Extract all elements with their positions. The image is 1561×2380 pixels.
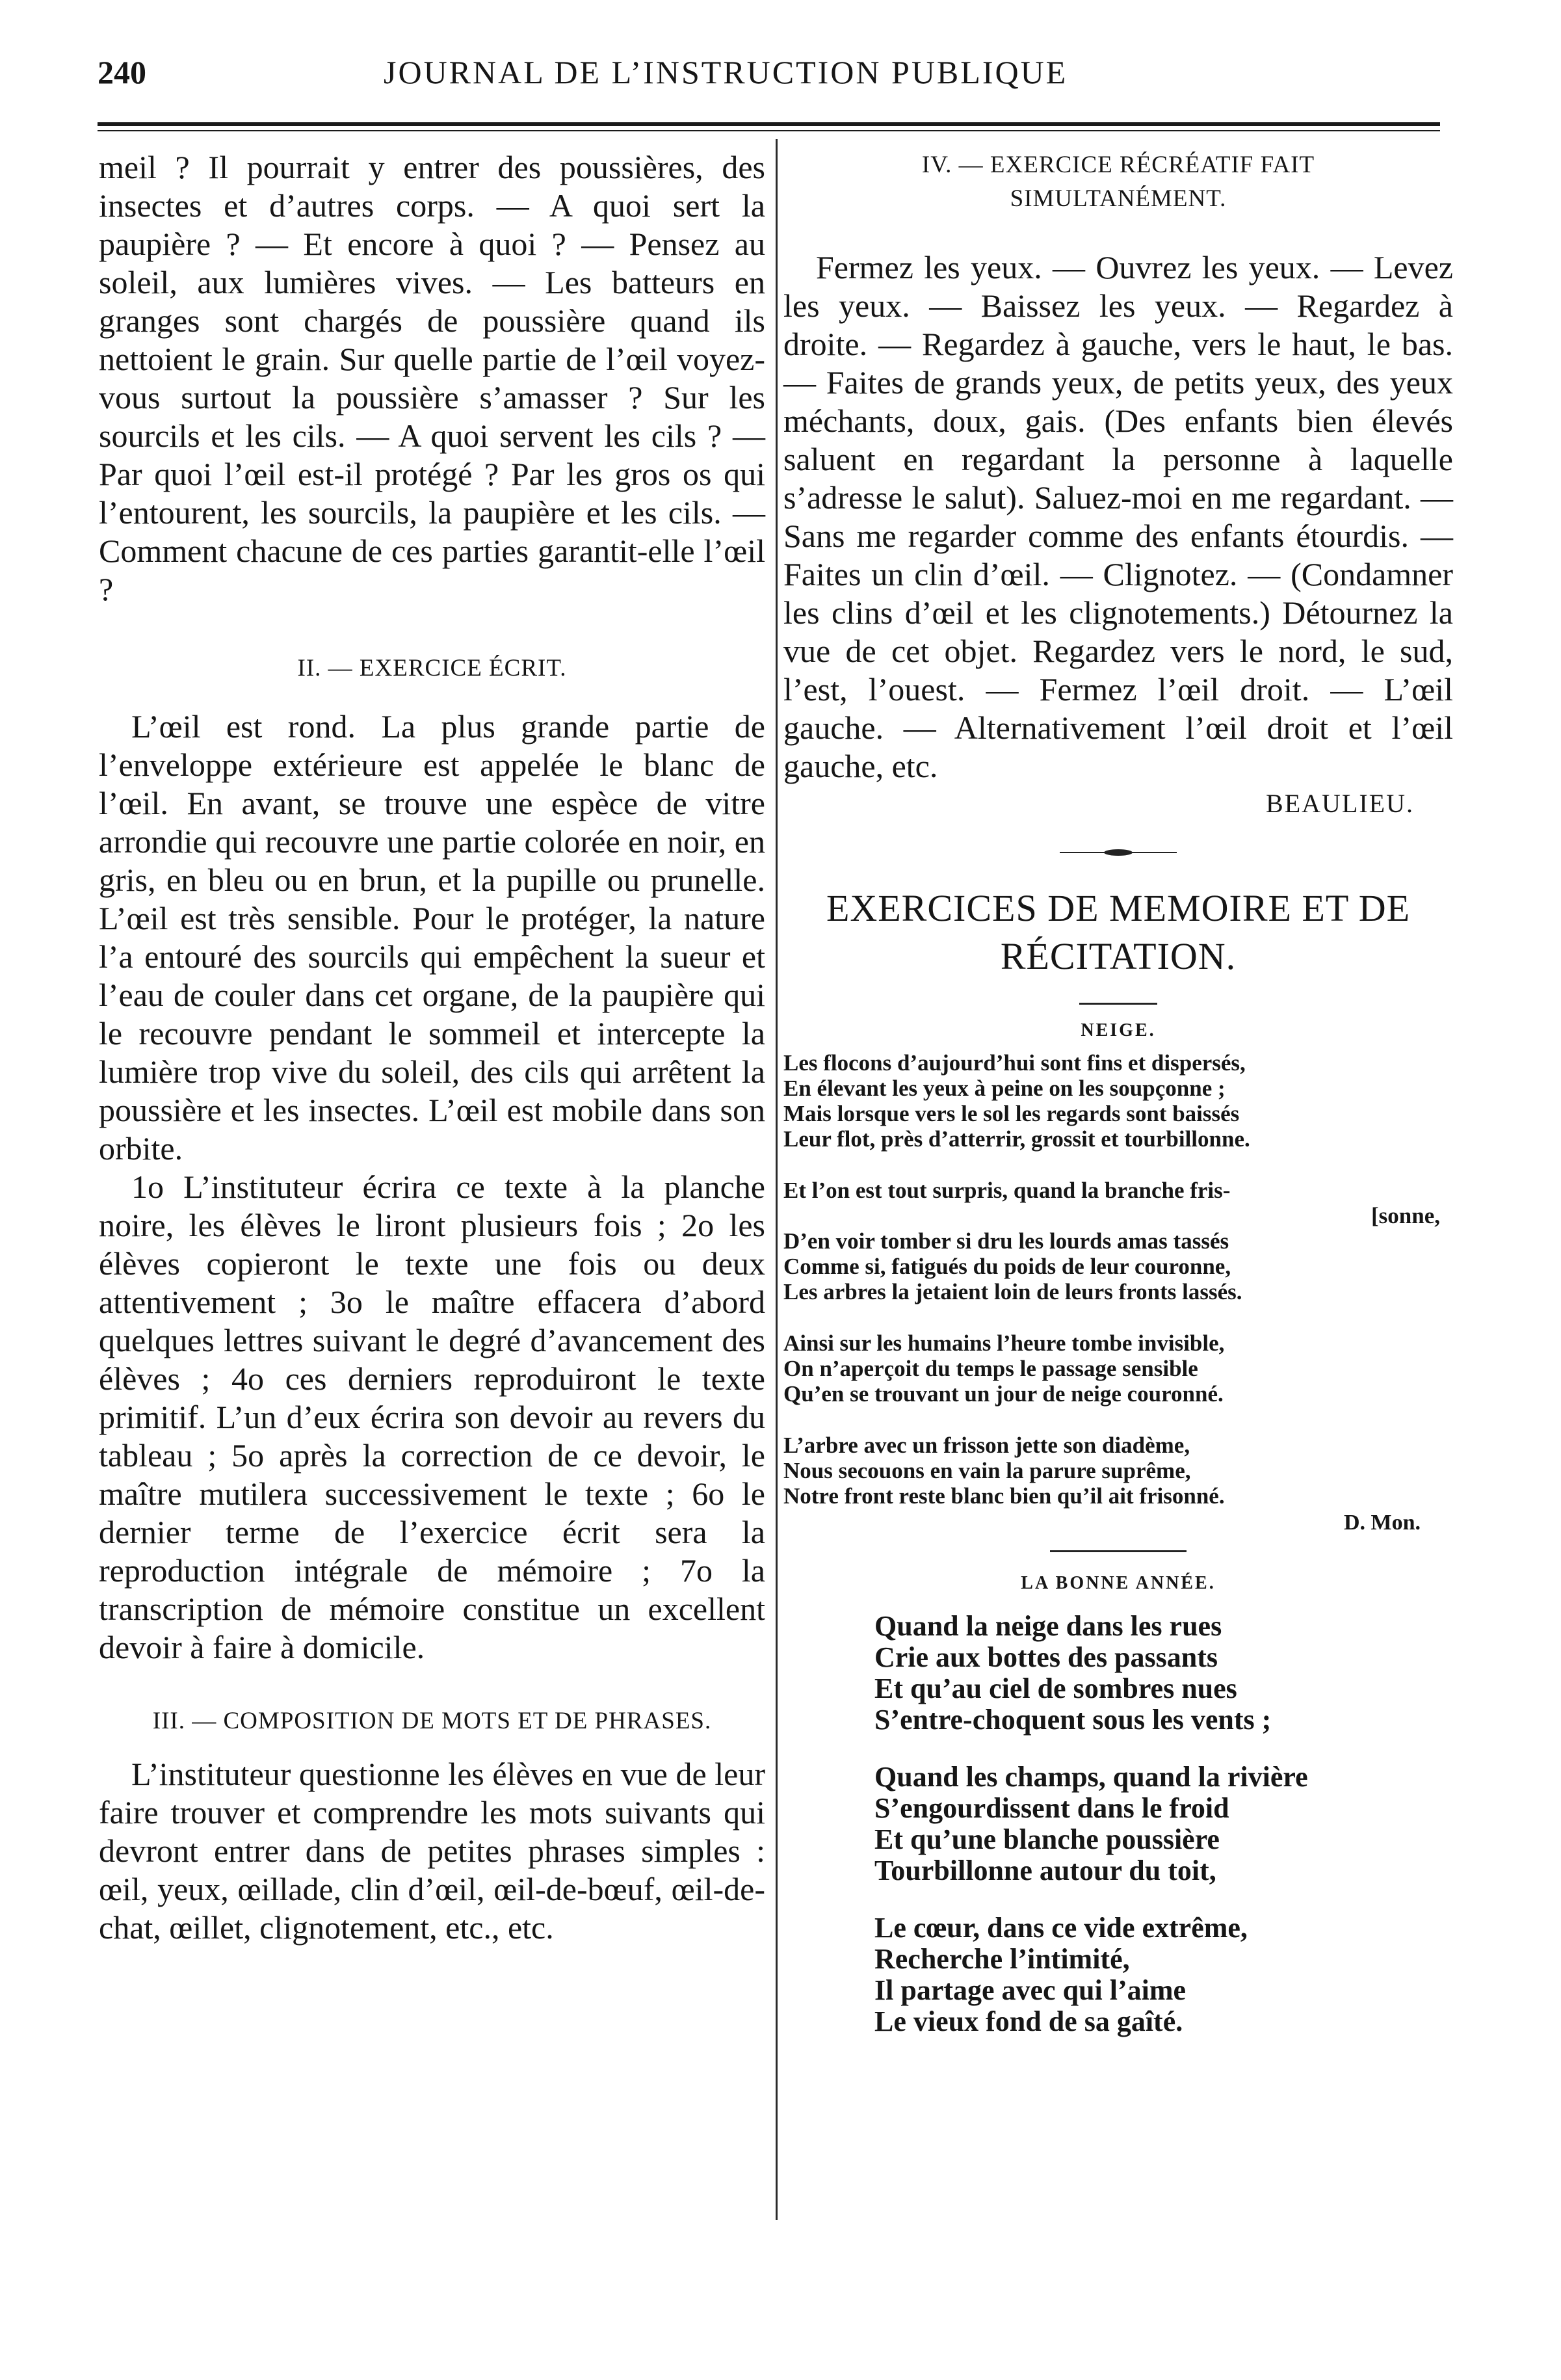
poem-line: Recherche l’intimité, [874,1943,1130,1975]
poem-line: En élevant les yeux à peine on les soupçonne ; [783,1076,1226,1101]
poem-line: Tourbillonne autour du toit, [874,1855,1216,1886]
header-rule-thin [98,130,1440,131]
page-header [0,53,1561,105]
signature-beaulieu: BEAULIEU. [1266,789,1414,818]
journal-title: JOURNAL DE L’INSTRUCTION PUBLIQUE [384,54,1068,90]
poem-line: Comme si, fatigués du poids de leur couronne, [783,1254,1231,1279]
poem-line: Crie aux bottes des passants [874,1641,1218,1673]
poem-line: Et l’on est tout surpris, quand la branche fris- [783,1178,1231,1203]
poem-bonne-annee-stanza-3 [783,1912,1453,2037]
poem-signature: D. Mon. [1343,1511,1421,1535]
poem-line: On n’aperçoit du temps le passage sensible [783,1356,1198,1381]
poem-neige-stanza-3 [783,1330,1453,1407]
poem-line: S’entre-choquent sous les vents ; [874,1704,1272,1736]
paragraph-instructions: 1o L’instituteur écrira ce texte à la planche noire, les élèves le liront plusieurs fois ; 2o les élèves copieront le texte une fois ou deux attentivement ; 3o le maître effacera d’abord quelques lettres suivant le degré d’avancement des élèves ; 4o ces derniers reproduiront le texte primitif. L’un d’eux écrira son devoir au revers du tableau ; 5o après la correction de ce devoir, le maître mutilera successivement le texte ; 6o le dernier terme de l’exercice écrit sera la reproduction intégrale de mémoire ; 7o la transcription de mémoire constitue un excellent devoir à faire à domicile. [99,1169,765,1665]
ornament-divider [1060,848,1177,857]
poem-line: Les flocons d’aujourd’hui sont fins et dispersés, [783,1050,1246,1076]
poem-bonne-annee-stanza-2 [783,1762,1453,1886]
poem-line: Leur flot, près d’atterrir, grossit et tourbillonne. [783,1126,1250,1152]
section-heading-exercice-ecrit: II. — EXERCICE ÉCRIT. [297,655,567,681]
poem-line: Notre front reste blanc bien qu’il ait frisonné. [783,1483,1225,1509]
poem-neige-stanza-1 [783,1050,1453,1152]
poem-line: Quand les champs, quand la rivière [874,1761,1308,1793]
poem-line: D’en voir tomber si dru les lourds amas tassés [783,1228,1229,1254]
paragraph-questions: meil ? Il pourrait y entrer des poussières, des insectes et d’autres corps. — A quoi sert la paupière ? — Et encore à quoi ? — Pensez au soleil, aux lumières vives. — Les batteurs en granges sont chargés de poussière quand ils nettoient le grain. Sur quelle partie de l’œil voyez-vous surtout la poussière s’amasser ? Sur les sourcils et les cils. — A quoi servent les cils ? — Par quoi l’œil est-il protégé ? Par les gros os qui l’entourent, les sourcils, la paupière et les cils. — Comment chacune de ces parties garantit-elle l’œil ? [99,149,765,607]
section-heading-composition: III. — COMPOSITION DE MOTS ET DE PHRASES. [152,1708,712,1734]
poem-bonne-annee-stanza-1 [783,1611,1453,1736]
page-number: 240 [98,54,146,90]
poem-title-neige: NEIGE. [1081,1020,1156,1040]
paragraph-exercice-recreatif: Fermez les yeux. — Ouvrez les yeux. — Levez les yeux. — Baissez les yeux. — Regardez à droite. — Regardez à gauche, vers le haut, le bas. — Faites de grands yeux, de petits yeux, des yeux méchants, doux, gais. (Des enfants bien élevés saluent en regardant la personne à laquelle s’adresse le salut). Saluez-moi en me regardant. — Sans me regarder comme des enfants étourdis. — Faites un clin d’œil. — Clignotez. — (Condamner les clins d’œil et les clignotements.) Détournez la vue de cet objet. Regardez vers le nord, le sud, l’est, l’ouest. — Fermez l’œil droit. — L’œil gauche. — Alternativement l’œil droit et l’œil gauche, etc. [783,249,1453,784]
poem-neige-stanza-4 [783,1433,1453,1509]
poem-line: Nous secouons en vain la parure suprême, [783,1458,1191,1483]
left-column [99,148,765,1947]
paragraph-oeil-description: L’œil est rond. La plus grande partie de l’enveloppe extérieure est appelée le blanc de l’œil. En avant, se trouve une espèce de vitre arrondie qui recouvre une partie colorée en noir, en gris, en bleu ou en brun, et la pupille ou prunelle. L’œil est très sensible. Pour le protéger, la nature l’a entouré des sourcils qui empêchent la sueur et l’eau de couler dans cet organe, de la paupière qui le recouvre pendant le sommeil et intercepte la lumière trop vive du soleil, des cils qui arrêtent la poussière et les insectes. L’œil est mobile dans son orbite. [99,708,765,1167]
header-rule [98,122,1440,126]
poem-neige-stanza-2 [783,1178,1453,1304]
poem-line: Le cœur, dans ce vide extrême, [874,1912,1248,1944]
main-title-exercices-memoire: EXERCICES DE MEMOIRE ET DE RÉCITATION. [826,887,1411,977]
poem-line: Mais lorsque vers le sol les regards sont baissés [783,1101,1240,1126]
section-heading-exercice-recreatif: IV. — EXERCICE RÉCRÉATIF FAIT SIMULTANÉMENT. [921,152,1315,212]
poem-title-la-bonne-annee: LA BONNE ANNÉE. [1021,1573,1216,1593]
poem-line: Quand la neige dans les rues [874,1610,1222,1642]
paragraph-composition: L’instituteur questionne les élèves en vue de leur faire trouver et comprendre les mots suivants qui devront entrer dans de petites phrases simples : œil, yeux, œillade, clin d’œil, œil-de-bœuf, œil-de-chat, œillet, clignotement, etc., etc. [99,1756,765,1946]
poem-line: Le vieux fond de sa gaîté. [874,2005,1183,2037]
right-column [783,148,1453,2037]
poem-line: Ainsi sur les humains l’heure tombe invisible, [783,1330,1225,1356]
poem-line: Qu’en se trouvant un jour de neige couronné. [783,1381,1224,1407]
poem-line: Et qu’une blanche poussière [874,1823,1220,1855]
poem-line: L’arbre avec un frisson jette son diadème, [783,1433,1190,1458]
poem-line: Il partage avec qui l’aime [874,1974,1187,2006]
poem-line-continuation: [sonne, [1371,1203,1440,1228]
poem-line: Et qu’au ciel de sombres nues [874,1673,1237,1704]
column-divider [776,139,778,2220]
poem-line: S’engourdissent dans le froid [874,1792,1229,1824]
poem-line: Les arbres la jetaient loin de leurs fronts lassés. [783,1279,1242,1304]
